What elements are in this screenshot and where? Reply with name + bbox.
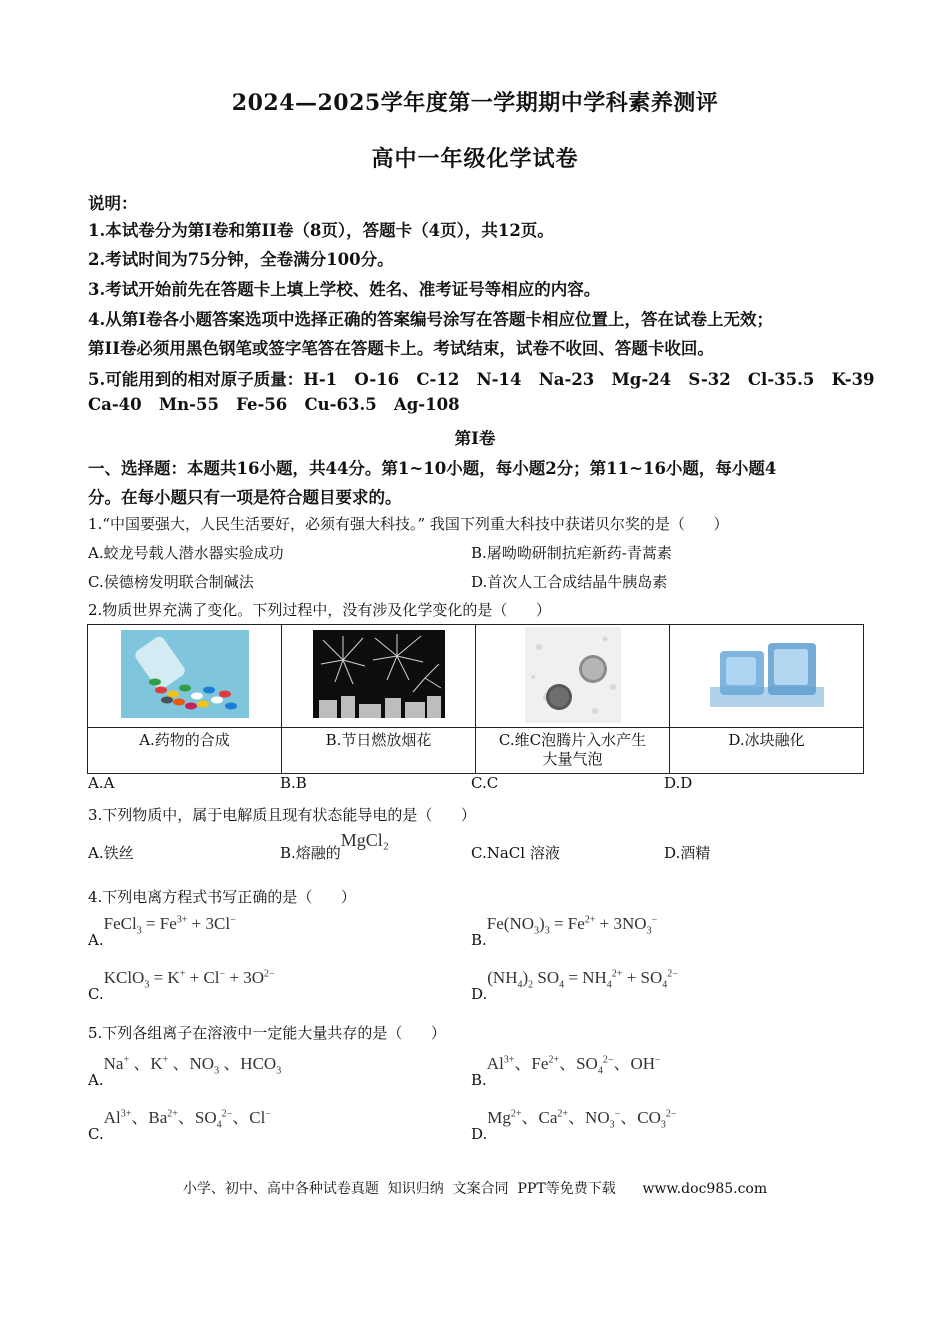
q3-stem: 3.下列物质中，属于电解质且现有状态能导电的是（ ） <box>88 806 476 824</box>
note-4: 4.从第I卷各小题答案选项中选择正确的答案编号涂写在答题卡相应位置上，答在试卷上无效； <box>88 310 773 329</box>
q5-stem: 5.下列各组离子在溶液中一定能大量共存的是（ ） <box>88 1024 446 1042</box>
q2-caption-d: D.冰块融化 <box>670 728 864 774</box>
q5-option-b-label: B. <box>471 1071 487 1089</box>
q5-option-c[interactable] <box>88 1103 271 1143</box>
q4-option-c-formula: KClO$_3$ = $K^+ + Cl^- + 3O^{2-}$ <box>103 968 275 991</box>
q3-option-d[interactable]: D.酒精 <box>664 844 711 862</box>
q2-stem: 2.物质世界充满了变化。下列过程中，没有涉及化学变化的是（ ） <box>88 601 551 619</box>
q2-option-b[interactable]: B.B <box>280 774 307 792</box>
q5-option-d-ions: $Mg^{2+}$、$Ca^{2+}$、$NO_3^-$、$CO_3^{2-}$ <box>487 1108 677 1131</box>
q2-image-cell-c <box>476 625 670 728</box>
q2-option-c[interactable]: C.C <box>471 774 499 792</box>
q2-option-d[interactable]: D.D <box>664 774 693 792</box>
q5-option-b[interactable] <box>471 1049 661 1089</box>
q5-option-c-ions: $Al^{3+}$、$Ba^{2+}$、$SO_4^{2-}$、Cl− <box>103 1108 271 1131</box>
note-4-cont: 第II卷必须用黑色钢笔或签字笔答在答题卡上。考试结束，试卷不收回、答题卡收回。 <box>88 339 714 358</box>
note-3: 3.考试开始前先在答题卡上填上学校、姓名、准考证号等相应的内容。 <box>88 280 601 299</box>
q2-caption-c-line1: C.维C泡腾片入水产生 <box>498 731 647 749</box>
q4-option-d-label: D. <box>471 985 488 1003</box>
fireworks-image <box>313 630 445 718</box>
q2-caption-a: A.药物的合成 <box>88 728 282 774</box>
q1-option-b[interactable]: B.屠呦呦研制抗疟新药-青蒿素 <box>471 544 672 562</box>
q1-stem: 1.“中国要强大，人民生活要好，必须有强大科技。” 我国下列重大科技中获诺贝尔奖的是（ ） <box>88 515 729 533</box>
q4-stem: 4.下列电离方程式书写正确的是（ ） <box>88 888 356 906</box>
section-title: 第I卷 <box>454 429 496 448</box>
q4-option-c[interactable] <box>88 968 275 1003</box>
q5-option-b-ions: $Al^{3+}$、$Fe^{2+}$、$SO_4^{2-}$、OH− <box>486 1054 661 1077</box>
q4-option-b-formula: $Fe(NO_3)_3 = Fe^{2+} + 3NO_3^-$ <box>486 914 658 937</box>
q1-option-c[interactable]: C.侯德榜发明联合制碱法 <box>88 573 254 591</box>
q3-option-b-prefix: B.熔融的 <box>280 844 341 862</box>
q1-option-d[interactable]: D.首次人工合成结晶牛胰岛素 <box>471 573 668 591</box>
effervescent-tablet-image <box>525 627 621 723</box>
note-5-cont: Ca-40 Mn-55 Fe-56 Cu-63.5 Ag-108 <box>88 395 460 414</box>
exam-subtitle: 高中一年级化学试卷 <box>371 146 579 172</box>
section-intro: 一、选择题：本题共16小题，共44分。第1~10小题，每小题2分；第11~16小题，每小题4 <box>88 459 777 478</box>
q5-option-d-label: D. <box>471 1125 488 1143</box>
notes-heading: 说明： <box>88 194 138 213</box>
q2-image-cell-b <box>282 625 476 728</box>
section-intro-cont: 分。在每小题只有一项是符合题目要求的。 <box>88 488 402 507</box>
q5-option-a[interactable] <box>88 1049 282 1089</box>
q2-caption-c-line2: 大量气泡 <box>542 750 603 768</box>
q5-option-a-ions: Na+ 、K+ 、$NO_3$ 、$HCO_3$ <box>103 1054 282 1077</box>
q3-option-a[interactable]: A.铁丝 <box>88 844 134 862</box>
q2-image-cell-a <box>88 625 282 728</box>
note-2: 2.考试时间为75分钟，全卷满分100分。 <box>88 250 394 269</box>
q2-option-a[interactable]: A.A <box>88 774 115 792</box>
q4-option-d[interactable] <box>471 968 678 1003</box>
ice-cubes-image <box>708 639 826 709</box>
q3-option-b-formula: MgCl₂ <box>340 830 390 850</box>
q5-option-d[interactable] <box>471 1103 677 1143</box>
q3-option-c[interactable]: C.NaCl 溶液 <box>471 844 560 862</box>
q5-option-c-label: C. <box>88 1125 104 1143</box>
q2-caption-c <box>476 728 670 774</box>
q4-option-b-label: B. <box>471 931 487 949</box>
q2-image-table <box>87 624 864 774</box>
q2-caption-b: B.节日燃放烟花 <box>282 728 476 774</box>
page-footer: 小学、初中、高中各种试卷真题 知识归纳 文案合同 PPT等免费下载 www.doc985.com <box>182 1181 768 1197</box>
q3-option-b[interactable] <box>280 830 390 863</box>
medicine-pills-image <box>121 630 249 718</box>
q1-option-a[interactable]: A.蛟龙号载人潜水器实验成功 <box>88 544 284 562</box>
exam-title: 2024—2025学年度第一学期期中学科素养测评 <box>231 90 719 116</box>
q2-image-cell-d <box>670 625 864 728</box>
q4-option-b[interactable] <box>471 914 658 949</box>
q4-option-c-label: C. <box>88 985 104 1003</box>
q4-option-a-formula: FeCl$_3$ = $Fe^{3+} + 3Cl^-$ <box>103 914 236 937</box>
note-1: 1.本试卷分为第I卷和第II卷（8页），答题卡（4页），共12页。 <box>88 221 554 240</box>
note-5: 5.可能用到的相对原子质量：H-1 O-16 C-12 N-14 Na-23 Mg-24 S-32 Cl-35.5 K-39 <box>88 370 875 389</box>
q5-option-a-label: A. <box>88 1071 104 1089</box>
q4-option-a[interactable] <box>88 914 236 949</box>
q4-option-d-formula: $(NH_4)_2$ $SO_4 = NH_4^{2+} + SO_4^{2-}$ <box>487 968 678 991</box>
q4-option-a-label: A. <box>88 931 104 949</box>
